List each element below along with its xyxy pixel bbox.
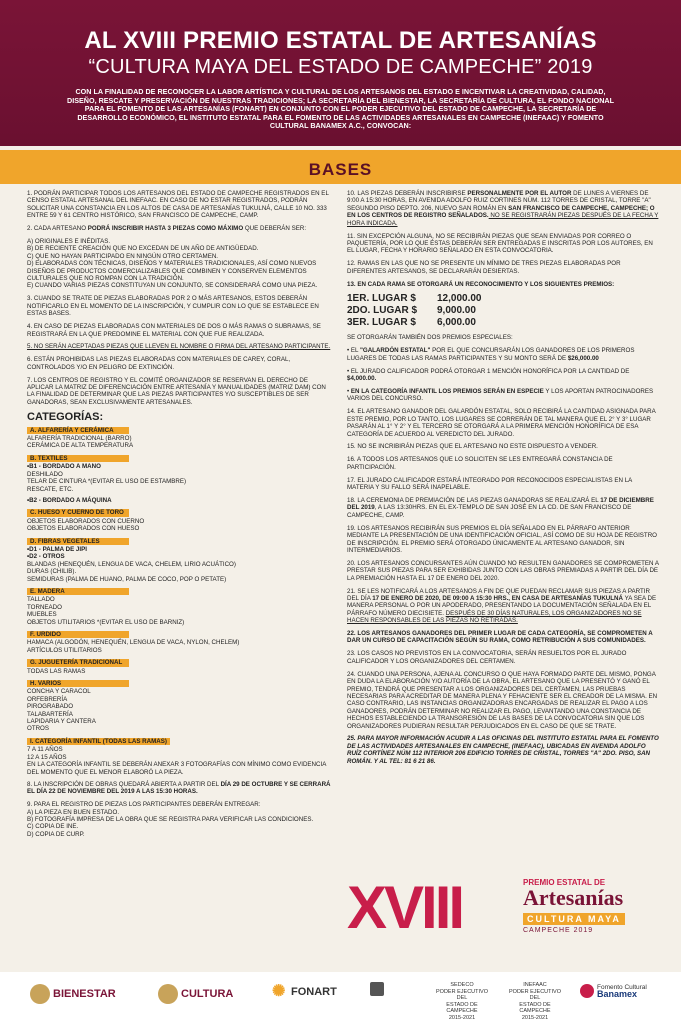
category-c — [27, 509, 332, 532]
rule-20: 20. LOS ARTESANOS CONCURSANTES AÚN CUANDO NO RESULTEN GANADORES SE COMPROMETEN A PRESTAR SUS PIEZAS PARA SER EXHIBIDAS JUNTO CON LAS OBRAS PREMIADAS A PARTIR DEL DÍA DE LA PREMIACIÓN HASTA EL 17 DE ENERO DEL 2020. — [347, 559, 659, 582]
rule-21 — [347, 588, 659, 625]
rule-25: 25. PARA MAYOR INFORMACIÓN ACUDIR A LAS OFICINAS DEL INSTITUTO ESTATAL PARA EL FOMENTO DE LAS ACTIVIDADES ARTESANALES EN CAMPECHE, (INEFAAC), UBICADAS EN AVENIDA ADOLFO RUÍZ CORTÍNEZ NÚM 112 INTERIOR 206 EDIFICIO TORRES DE CRISTAL, TORRES "A" 2DO. PISO, SAN ROMÁN. Y AL TEL: 81 6 21 86. — [347, 735, 659, 765]
category-i-heading: I. CATEGORÍA INFANTIL (TODAS LAS RAMAS) — [27, 738, 170, 745]
logo-xviii: XVIII — [347, 874, 463, 941]
special-3-b: Y LOS APORTAN PATROCINADORES VARIOS DEL CONCURSO. — [347, 388, 654, 403]
category-b1-items: DESHILADO TELAR DE CINTURA *(EVITAR EL USO DE ESTAMBRE) RESCATE, ETC. — [27, 470, 187, 493]
banamex-bottom: Banamex — [597, 989, 638, 999]
fonart-sun-icon: ✺ — [272, 983, 286, 1000]
rule-2-c: QUE DEBERÁN SER: — [243, 225, 307, 233]
special-2-a: EL JURADO CALIFICADOR PODRÁ OTORGAR 1 MENCIÓN HONORÍFICA POR LA CANTIDAD DE — [350, 367, 630, 375]
rule-2-list: A) ORIGINALES E INÉDITAS. B) DE RECIENTE CREACIÓN QUE NO EXCEDAN DE UN AÑO DE ANTIGÜEDAD. C) QUE NO HAYAN PARTICIPADO EN NINGÚN OTRO CERTAMEN. D) ELABORADAS CON TÉCNICAS, DISEÑOS Y MATERIALES TRADICIONALES, ASÍ COMO NUEVOS DISEÑOS DE PRODUCTOS COMERCIALIZABLES QUE COMBINEN Y CONSERVEN ELEMENTOS CULTURALES QUE NO ROMPAN CON LA TRADICIÓN. E) CUANDO VARIAS PIEZAS CONSTITUYAN UN CONJUNTO, SE CONSIDERARÁ COMO UNA PIEZA. — [27, 238, 318, 290]
prize-2-value: 9,000.00 — [437, 305, 476, 317]
logo-small-text: PREMIO ESTATAL DE — [523, 878, 606, 887]
rule-3: 3. CUANDO SE TRATE DE PIEZAS ELABORADAS POR 2 O MÁS ARTESANOS, ESTOS DEBERÁN NOTIFICARLO EN EL MOMENTO DE LA INSCRIPCIÓN, Y CUMPLIR CON LO QUE SE ESTABLECE EN ESTAS BASES. — [27, 295, 319, 318]
category-g-items: TODAS LAS RAMAS — [27, 667, 86, 675]
sedeco-logo: SEDECO PODER EJECUTIVO DEL ESTADO DE CAMPECHE 2015-2021 — [436, 982, 488, 1021]
category-a-items: ALFARERÍA TRADICIONAL (BARRO) CERÁMICA DE ALTA TEMPERATURA — [27, 435, 134, 450]
banamex-top: Fomento Cultural — [597, 983, 647, 991]
rule-19: 19. LOS ARTESANOS RECIBIRÁN SUS PREMIOS EL DÍA SEÑALADO EN EL PÁRRAFO ANTERIOR MEDIANTE LA PRESENTACIÓN DE UNA IDENTIFICACIÓN OFICIAL, ASÍ COMO DE SU HOJA DE REGISTRO DE INSCRIPCIÓN. EL PREMIO SERÁ OTORGADO ÚNICAMENTE AL ARTESANO GANADOR, SIN INTERMEDIARIOS. — [347, 524, 657, 554]
rule-10-d: SAN FRANCISCO DE CAMPECHE, CAMPECHE; O EN LOS CENTROS DE REGISTRO SEÑALADOS. — [347, 204, 655, 220]
poster-title: AL XVIII PREMIO ESTATAL DE ARTESANÍAS — [84, 27, 597, 54]
rule-2 — [27, 225, 332, 232]
rule-7: 7. LOS CENTROS DE REGISTRO Y EL COMITÉ ORGANIZADOR SE RESERVAN EL DERECHO DE APLICAR LA MATRIZ DE DIFERENCIACIÓN ENTRE ARTESANÍA Y MANUALIDADES (MATRIZ DAM) CON LA FINALIDAD DE DETERMINAR QUE LAS PIEZAS PARTICIPANTES Y/O SUSCEPTIBLES DE SER GANADORAS, SEAN EXCLUSIVAMENTE ARTESANALES. — [27, 376, 326, 406]
cultura-logo — [158, 984, 233, 1004]
logo-band: CULTURA MAYA — [523, 913, 625, 925]
category-f — [27, 631, 332, 654]
category-e-items: TALLADO TORNEADO MUEBLES OBJETOS UTILITARIOS *(EVITAR EL USO DE BARNIZ) — [27, 596, 185, 626]
special-2 — [347, 368, 659, 383]
special-3 — [347, 388, 659, 403]
category-h — [27, 680, 332, 733]
intro-text — [60, 88, 621, 131]
inefaac-logo: INEFAAC PODER EJECUTIVO DEL ESTADO DE CAMPECHE 2015-2021 — [509, 982, 561, 1021]
rule-10-a: 10. LAS PIEZAS DEBERÁN INSCRIBIRSE — [347, 190, 468, 197]
bienestar-label: BIENESTAR — [53, 988, 116, 1000]
rule-10 — [347, 190, 659, 227]
fonart-logo — [272, 984, 337, 1000]
category-c-items: OBJETOS ELABORADOS CON CUERNO OBJETOS ELABORADOS CON HUESO — [27, 517, 145, 533]
special-1 — [347, 347, 659, 362]
left-column — [27, 190, 332, 844]
intro-body: CON LA FINALIDAD DE RECONOCER LA LABOR ARTÍSTICA Y CULTURAL DE LOS ARTESANOS DEL ESTADO E INCENTIVAR LA CREATIVIDAD, CALIDAD, DISEÑO, RESCATE Y PRESERVACIÓN DE NUESTRAS TRADICIONES; LA SECRETARÍA DEL BIENESTAR, LA SECRETARÍA DE CULTURA, EL FONDO NACIONAL PARA EL FOMENTO DE LAS ARTESANÍAS (FONART) EN CONJUNTO CON EL PODER EJECUTIVO DEL ESTADO DE CAMPECHE, LA SECRETARÍA DE DESARROLLO ECONÓMICO, EL INSTITUTO ESTATAL PARA EL FOMENTO DE LAS ACTIVIDADES ARTESANALES EN CAMPECHE (INEFAAC) Y FOMENTO CULTURAL BANAMEX A.C., — [67, 87, 614, 131]
prize-row-3 — [347, 317, 659, 329]
category-a-heading: A. ALFARERÍA Y CERÁMICA — [27, 427, 129, 434]
category-b-heading: B. TEXTILES — [27, 455, 129, 462]
prize-row-1 — [347, 293, 659, 305]
category-b2: • B2 - BORDADO A MÁQUINA — [27, 497, 332, 504]
intro-convocan: CONVOCAN: — [366, 121, 412, 131]
category-i — [27, 738, 332, 776]
cultura-label: CULTURA — [181, 988, 234, 1000]
special-1-a: EL — [350, 347, 360, 355]
category-d2: • D2 - OTROS — [27, 553, 332, 560]
prize-3-label: 3ER. LUGAR $ — [347, 317, 416, 329]
rule-8-a: 8. LA INSCRIPCIÓN DE OBRAS QUEDARÁ ABIERTA A PARTIR DEL — [27, 780, 221, 788]
bienestar-logo — [30, 984, 116, 1004]
category-f-heading: F. URDIDO — [27, 631, 129, 638]
category-b1: • B1 - BORDADO A MANO — [27, 463, 332, 470]
special-2-b: $4,000.00. — [347, 375, 377, 383]
logo-big-text: Artesanías — [523, 885, 624, 910]
rule-21-c: YA SEA DE MANERA PERSONAL O POR UN APODERADO, PRESENTANDO LA DOCUMENTACIÓN SEÑALADA EN EL PÁRRAFO NÚMERO DIECISIETE. — [347, 594, 657, 617]
category-d-items: BLANDAS (HENEQUÉN, LENGUA DE VACA, CHELEM, LIRIO ACUÁTICO) DURAS (CHILIB). SEMIDURAS (PALMA DE HUANO, PALMA DE COCO, POP O PETATE) — [27, 560, 236, 583]
special-intro: SE OTORGARÁN TAMBIÉN DOS PREMIOS ESPECIALES: — [347, 334, 513, 342]
campeche-logo — [370, 982, 384, 999]
category-d1: • D1 - PALMA DE JIPI — [27, 546, 332, 553]
rule-17: 17. EL JURADO CALIFICADOR ESTARÁ INTEGRADO POR RECONOCIDOS ESPECIALISTAS EN LA MATERIA Y SU FALLO SERÁ INAPELABLE. — [347, 476, 632, 492]
logo-date: CAMPECHE 2019 — [523, 927, 594, 934]
category-g-heading: G. JUGUETERÍA TRADICIONAL — [27, 659, 129, 666]
rule-14: 14. EL ARTESANO GANADOR DEL GALARDÓN ESTATAL, SOLO RECIBIRÁ LA CANTIDAD ASIGNADA PARA ESTE PREMIO, POR LO TANTO, LOS LUGARES SE CORRERÁN DE TAL MANERA QUE EL 2° Y 3° LUGAR PASARÁN AL 1° Y 2° Y EL TERCERO SE OTORGARÁ A LA PRIMERA MENCIÓN HONORÍFICA DE ESA CATEGORÍA DE ACUERDO AL VEREDICTO DEL JURADO. — [347, 408, 656, 438]
category-e-heading: E. MADERA — [27, 588, 129, 595]
rule-10-c: DE LUNES A VIERNES DE 9:00 A 15:30 HORAS, EN AVENIDA ADOLFO RUIZ CORTINES NÚM. 112 TORRES DE CRISTAL, TORRE "A" SEGUNDO PISO DEPTO. 206, NUEVO SAN ROMÁN EN — [347, 190, 651, 212]
category-e — [27, 588, 332, 626]
footer-logos — [0, 972, 681, 1024]
bases-title: BASES — [308, 160, 373, 179]
bienestar-emblem-icon — [30, 984, 50, 1004]
event-logo — [347, 874, 659, 941]
right-column — [347, 190, 659, 771]
rule-2-a: 2. CADA ARTESANO — [27, 225, 88, 233]
banamex-logo — [580, 984, 670, 998]
category-a — [27, 427, 332, 450]
banamex-emblem-icon — [580, 984, 594, 998]
cultura-emblem-icon — [158, 984, 178, 1004]
category-g — [27, 659, 332, 675]
rule-18-b: 17 DE DICIEMBRE DEL 2019 — [347, 496, 654, 512]
poster-subtitle: “CULTURA MAYA DEL ESTADO DE CAMPECHE” 2019 — [88, 56, 593, 78]
rule-23: 23. LOS CASOS NO PREVISTOS EN LA CONVOCATORIA, SERÁN RESUELTOS POR EL JURADO CALIFICADOR Y LOS ORGANIZADORES DEL CERTAMEN. — [347, 650, 627, 665]
rule-4: 4. EN CASO DE PIEZAS ELABORADAS CON MATERIALES DE DOS O MÁS RAMAS O SUBRAMAS, SE REGISTRARÁ EN LA QUE PREDOMINE EL MATERIAL CON QUE FUE REALIZADA. — [27, 323, 321, 338]
rule-16: 16. A TODOS LOS ARTESANOS QUE LO SOLICITEN SE LES ENTREGARÁ CONSTANCIA DE PARTICIPACIÓN. — [347, 456, 613, 471]
categories-title: CATEGORÍAS: — [27, 411, 104, 424]
rule-8 — [27, 781, 332, 796]
campeche-shield-icon — [370, 982, 384, 996]
fonart-label: FONART — [291, 986, 337, 998]
category-f-items: HAMACA (ALGODÓN, HENEQUÉN, LENGUA DE VACA, NYLON, CHELEM) ARTÍCULOS UTILITARIOS — [27, 639, 240, 654]
rule-18 — [347, 497, 659, 519]
rule-21-b: 17 DE ENERO DE 2020, DE 09:00 A 15:30 HRS., EN CASA DE ARTESANÍAS TUKULNÁ — [372, 594, 623, 602]
rule-10-b: PERSONALMENTE POR EL AUTOR — [467, 190, 572, 197]
rule-12: 12. RAMAS EN LAS QUE NO SE PRESENTE UN MÍNIMO DE TRES PIEZAS ELABORADAS POR DIFERENTES ARTESANOS, SE DECLARARÁN DESIERTAS. — [347, 260, 621, 275]
category-c-heading: C. HUESO Y CUERNO DE TORO — [27, 509, 129, 516]
special-1-c: POR EL QUE CONCURSARÁN LOS GANADORES DE LOS PRIMEROS LUGARES DE TODAS LAS RAMAS PARTICIPANTES Y SU MONTO SERÁ DE — [347, 347, 635, 362]
rule-6: 6. ESTÁN PROHIBIDAS LAS PIEZAS ELABORADAS CON MATERIALES DE CAREY, CORAL, CONTROLADOS Y/O EN PELIGRO DE EXTINCIÓN. — [27, 356, 291, 371]
rule-5: 5. NO SERÁN ACEPTADAS PIEZAS QUE LLEVEN EL NOMBRE O FIRMA DEL ARTESANO PARTICIPANTE. — [27, 343, 331, 351]
rule-24: 24. CUANDO UNA PERSONA, AJENA AL CONCURSO O QUE HAYA FORMADO PARTE DEL MISMO, PONGA EN DUDA LA ELABORACIÓN Y/O AUTORÍA DE LA OBRA, EL ARTESANO QUE LA PRESENTÓ Y GANÓ EL PREMIO, TENDRÁ QUE PRESENTAR A LOS ORGANIZADORES DEL CERTAMEN, LAS PRUEBAS NECESARIAS PARA ACREDITAR DE MANERA PLENA Y FEHACIENTE SER EL CREADOR DE LA MISMA. EN CASO CONTRARIO, LAS INSTANCIAS ORGANIZADORAS ENCARGADAS DE REALIZAR EL PAGO A LOS GANADORES, PODRÁN DETERMINAR NO REALIZAR EL PAGO, LEVANTANDO UNA CONSTANCIA DE HECHOS ESTABLECIENDO LA TRANSGRESIÓN DE LAS BASES DE LA CONVOCATORIA SIN QUE LOS ORGANIZADORES PUDIERAN RESULTAR PERJUDICADOS EN EL CASO DE QUE SE TRATE. — [347, 670, 658, 730]
prize-3-value: 6,000.00 — [437, 317, 476, 329]
rule-13: 13. EN CADA RAMA SE OTORGARÁ UN RECONOCIMIENTO Y LOS SIGUIENTES PREMIOS: — [347, 280, 615, 288]
category-h-items: CONCHA Y CARACOL ORFEBRERÍA PIROGRABADO TALABARTERÍA LAPIDARIA Y CANTERA OTROS — [27, 688, 96, 733]
rule-11: 11. SIN EXCEPCIÓN ALGUNA, NO SE RECIBIRÁN PIEZAS QUE SEAN ENVIADAS POR CORREO O PAQUETERÍA, POR LO QUE ÉSTAS DEBERÁN SER ENTREGADAS E INSCRITAS POR LOS AUTORES, EN EL LUGAR, FECHA Y HORARIO SEÑALADO EN ESTA CONVOCATORIA. — [347, 232, 653, 255]
special-1-b: "GALARDÓN ESTATAL" — [359, 347, 431, 355]
rule-22: 22. LOS ARTESANOS GANADORES DEL PRIMER LUGAR DE CADA CATEGORÍA, SE COMPROMETEN A DAR UN CURSO DE CAPACITACIÓN SEGÚN SU RAMA, COMO RETRIBUCIÓN A SUS COMUNIDADES. — [347, 630, 653, 645]
rule-9: 9. PARA EL REGISTRO DE PIEZAS LOS PARTICIPANTES DEBERÁN ENTREGAR: A) LA PIEZA EN BUEN ESTADO. B) FOTOGRAFÍA IMPRESA DE LA OBRA QUE SE REGISTRA PARA VERIFICAR LAS CONDICIONES. C) COPIA DE INE. D) COPIA DE CURP. — [27, 801, 314, 838]
rule-15: 15. NO SE INCRIBIRÁN PIEZAS QUE EL ARTESANO NO ESTE DISPUESTO A VENDER. — [347, 443, 598, 451]
prize-row-2 — [347, 305, 659, 317]
category-d-heading: D. FIBRAS VEGETALES — [27, 538, 129, 545]
banamex-text — [597, 985, 647, 998]
rule-18-a: 18. LA CEREMONIA DE PREMIACIÓN DE LAS PIEZAS GANADORAS SE REALIZARÁ EL — [347, 496, 601, 504]
prize-1-value: 12,000.00 — [437, 293, 482, 305]
rule-1: 1. PODRÁN PARTICIPAR TODOS LOS ARTESANOS DEL ESTADO DE CAMPECHE REGISTRADOS EN EL CENSO ESTATAL ARTESANAL DEL INEFAAC. EN CASO DE NO ESTAR REGISTRADOS, PODRÁN SOLICITAR UNA CONSTANCIA EN LOS ALTOS DE CASA DE ARTESANÍAS TUKULNÁ, CALLE 10 NO. 333 ENTRE 59 Y 61 CENTRO HISTÓRICO, SAN FRANCISCO DE CAMPECHE, CAMP. — [27, 190, 329, 220]
rule-18-c: , A LAS 13:30HRS. EN EL EX-TEMPLO DE SAN JOSÉ EN LA CD. DE SAN FRANCISCO DE CAMPECHE, CAMP. — [347, 504, 632, 519]
category-h-heading: H. VARIOS — [27, 680, 129, 687]
category-i-items: 7 A 11 AÑOS 12 A 15 AÑOS EN LA CATEGORÍA INFANTIL SE DEBERÁN ANEXAR 3 FOTOGRAFÍAS CON MÍNIMO COMO EVIDENCIA DEL MOMENTO QUE EL MENOR ELABORÓ LA PIEZA. — [27, 746, 327, 776]
rule-21-d: DESPUÉS DE 30 DÍAS NATURALES, LOS ORGANIZADORES NO SE HACEN RESPONSABLES DE LAS PIEZAS NO RETIRADAS. — [347, 609, 642, 625]
prize-table — [347, 293, 659, 329]
prize-2-label: 2DO. LUGAR $ — [347, 305, 418, 317]
logo-brand — [523, 878, 663, 934]
category-d — [27, 538, 332, 583]
header-banner — [0, 0, 681, 146]
special-1-d: $26,000.00 — [567, 354, 599, 362]
rule-2-b: PODRÁ INSCRIBIR HASTA 3 PIEZAS COMO MÁXIMO — [87, 225, 244, 233]
rule-21-a: 21. SE LES NOTIFICARÁ A LOS ARTESANOS A FIN DE QUE PUEDAN RECLAMAR SUS PIEZAS A PARTIR DEL DÍA — [347, 587, 650, 602]
special-3-a: EN LA CATEGORÍA INFANTIL LOS PREMIOS SERÁN EN ESPECIE — [350, 388, 544, 395]
rule-10-e: NO SE REGISTRARÁN PIEZAS DESPUÉS DE LA FECHA Y HORA INDICADA. — [347, 212, 659, 227]
category-b — [27, 455, 332, 504]
prize-1-label: 1ER. LUGAR $ — [347, 293, 416, 305]
rule-8-b: DÍA 29 DE OCTUBRE Y SE CERRARÁ EL DÍA 22 DE NOVIEMBRE DEL 2019 A LAS 15:30 HORAS. — [27, 780, 331, 796]
